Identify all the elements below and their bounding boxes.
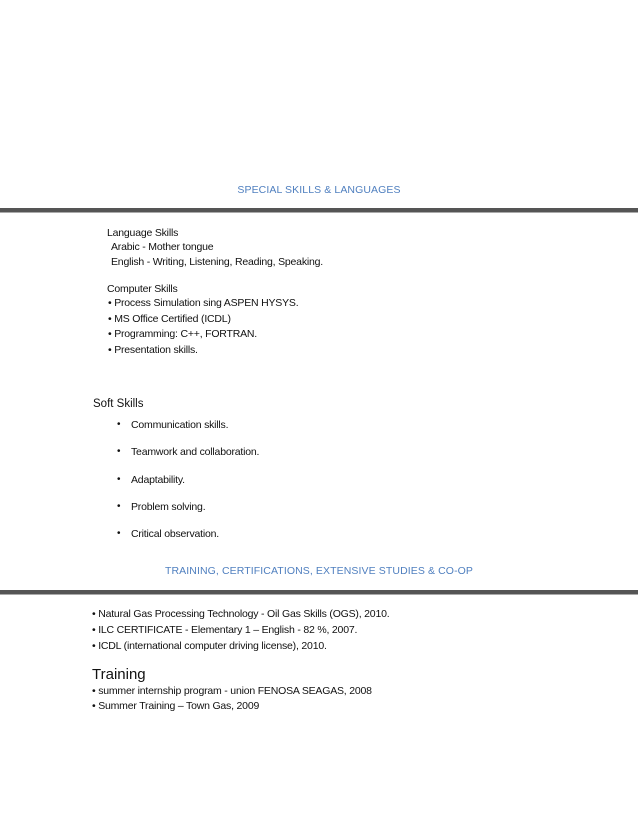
bullet-icon: • — [117, 419, 121, 430]
section-divider — [0, 208, 638, 213]
section-divider — [0, 590, 638, 595]
soft-skills-heading: Soft Skills — [93, 398, 144, 410]
language-item: Arabic - Mother tongue — [111, 241, 214, 253]
soft-skill-item: Teamwork and collaboration. — [131, 446, 260, 458]
certification-item: • Natural Gas Processing Technology - Oil Gas Skills (OGS), 2010. — [92, 608, 390, 620]
computer-skill-item: • Programming: C++, FORTRAN. — [108, 328, 258, 340]
computer-skill-item: • Presentation skills. — [108, 344, 198, 356]
soft-skill-item: Communication skills. — [131, 419, 229, 431]
computer-skill-item: • MS Office Certified (ICDL) — [108, 313, 231, 325]
language-item: English - Writing, Listening, Reading, Speaking. — [111, 256, 323, 268]
computer-skills-heading: Computer Skills — [107, 283, 178, 295]
certification-item: • ILC CERTIFICATE - Elementary 1 – English - 82 %, 2007. — [92, 624, 358, 636]
training-heading: Training — [92, 666, 146, 683]
section-title-special-skills: SPECIAL SKILLS & LANGUAGES — [237, 184, 401, 196]
training-item: • summer internship program - union FENOSA SEAGAS, 2008 — [92, 685, 372, 697]
certification-item: • ICDL (international computer driving license), 2010. — [92, 640, 327, 652]
soft-skill-item: Problem solving. — [131, 501, 206, 513]
computer-skill-item: • Process Simulation sing ASPEN HYSYS. — [108, 297, 299, 309]
section-title-training: TRAINING, CERTIFICATIONS, EXTENSIVE STUDIES & CO-OP — [164, 565, 474, 577]
bullet-icon: • — [117, 446, 121, 457]
soft-skill-item: Adaptability. — [131, 474, 185, 486]
soft-skill-item: Critical observation. — [131, 528, 220, 540]
bullet-icon: • — [117, 501, 121, 512]
training-item: • Summer Training – Town Gas, 2009 — [92, 700, 260, 712]
bullet-icon: • — [117, 528, 121, 539]
bullet-icon: • — [117, 474, 121, 485]
language-skills-heading: Language Skills — [107, 227, 179, 239]
